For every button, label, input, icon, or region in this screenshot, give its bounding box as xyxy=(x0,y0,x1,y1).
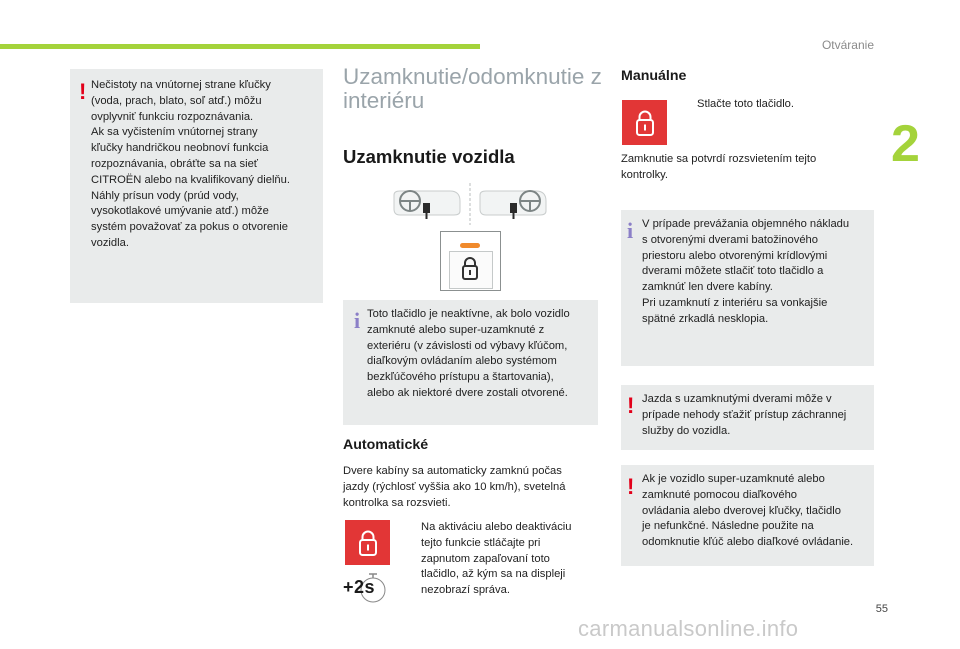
info-text-inactive: Toto tlačidlo je neaktívne, ak bolo vozidlo zamknuté alebo super-uzamknuté z exteriéru (v závislosti od výbavy kľúčom, diaľkovým ovládaním alebo systémom bezkľúčového prístupu a štartovania), alebo ak niektoré dvere zostali otvorené. xyxy=(367,308,570,399)
lock-button-red-automatic xyxy=(345,520,390,565)
lock-icon xyxy=(635,109,655,136)
lock-button-red-manual xyxy=(622,100,667,145)
lock-icon xyxy=(358,529,378,556)
page-title: Uzamknutie/odomknutie z interiéru xyxy=(343,64,602,113)
lock-icon xyxy=(461,256,479,280)
warning-box-superlock xyxy=(621,465,874,566)
warning-icon: ! xyxy=(627,474,635,499)
info-icon: i xyxy=(354,308,361,333)
hold-duration-label: +2s xyxy=(343,577,376,597)
automatic-description: Dvere kabíny sa automaticky zamknú počas jazdy (rýchlosť vyššia ako 10 km/h), svetelná kontrolka sa rozsvieti. xyxy=(343,465,566,509)
warning-text-superlock: Ak je vozidlo super-uzamknuté alebo zamknuté pomocou diaľkového ovládania alebo dverovej kľučky, tlačidlo je nefunkčné. Následne použite na odomknutie kľúč alebo diaľkové ovládanie. xyxy=(642,473,854,549)
door-panel-illustration xyxy=(390,183,550,225)
info-icon: i xyxy=(627,218,634,243)
info-box-inactive xyxy=(343,300,598,425)
warning-text-rescue: Jazda s uzamknutými dverami môže v prípade nehody sťažiť prístup záchrannej služby do vozidla. xyxy=(642,393,847,437)
warning-box-handle xyxy=(70,69,323,303)
section-heading-lock: Uzamknutie vozidla xyxy=(343,146,515,167)
led-indicator xyxy=(460,243,480,248)
info-text-cargo: V prípade prevážania objemného nákladu s otvorenými dverami batožinového priestoru alebo otvorenými krídlovými dverami môžete stlačiť toto tlačidlo a zamknúť len dvere kabíny. Pri uzamknutí z interiéru sa vonkajšie spätné zrkadlá nesklopia. xyxy=(642,218,850,325)
header-accent-bar xyxy=(0,44,480,49)
info-box-cargo xyxy=(621,210,874,366)
automatic-step: Na aktiváciu alebo deaktiváciu tejto funkcie stláčajte pri zapnutom zapaľovaní toto tlačidlo, až kým sa na displeji nezobrazí správa. xyxy=(421,521,572,597)
page-number: 55 xyxy=(875,603,888,615)
watermark: carmanualsonline.info xyxy=(578,616,799,641)
section-title: Otváranie xyxy=(821,38,874,52)
manual-confirmation: Zamknutie sa potvrdí rozsvietením tejto kontrolky. xyxy=(621,153,817,181)
warning-icon: ! xyxy=(79,79,87,104)
section-heading-automatic: Automatické xyxy=(343,437,429,453)
chapter-number: 2 xyxy=(891,115,920,173)
central-lock-button-illustration xyxy=(440,231,501,291)
warning-icon: ! xyxy=(627,393,635,418)
section-heading-manual: Manuálne xyxy=(621,68,687,84)
warning-text: Nečistoty na vnútornej strane kľučky (voda, prach, blato, soľ atď.) môžu ovplyvniť funkciu rozpoznávania. Ak sa vyčistením vnútornej strany kľučky handričkou neobnoví funkcia rozpoznávania, obráťte sa na sieť CITROËN alebo na kvalifikovaný dielňu. Náhly prísun vody (prúd vody, vysokotlakové umývanie atď.) môže systém považovať za pokus o otvorenie vozidla. xyxy=(91,79,290,249)
manual-step: Stlačte toto tlačidlo. xyxy=(697,98,795,110)
warning-box-rescue xyxy=(621,385,874,450)
hold-duration-icon xyxy=(343,573,389,605)
